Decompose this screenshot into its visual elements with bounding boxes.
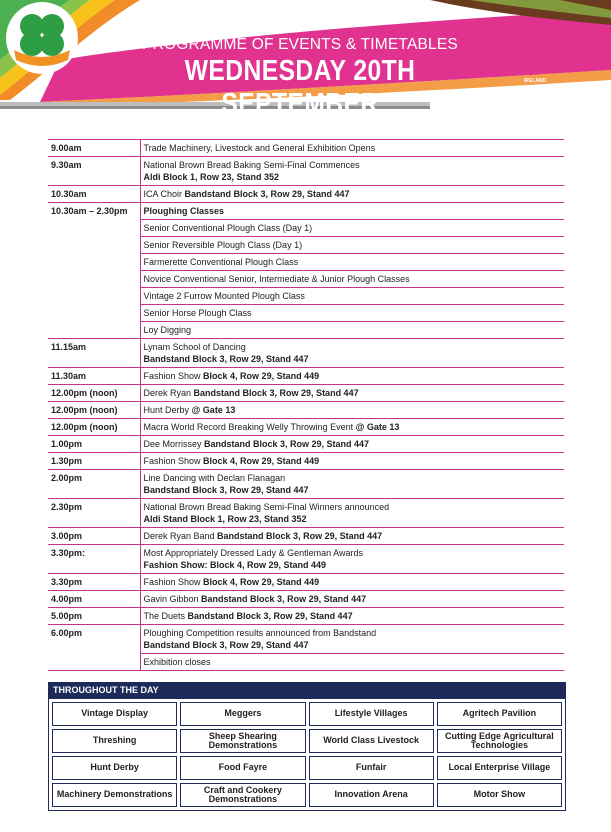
event-line: [144, 656, 562, 668]
schedule-row: [48, 419, 564, 436]
event-line: [144, 370, 562, 382]
throughout-item: Motor Show: [437, 783, 562, 807]
event-location: Bandstand Block 3, Row 29, Stand 447: [204, 439, 370, 449]
event-location: @ Gate 13: [191, 405, 236, 415]
event-text: National Brown Bread Baking Semi-Final Commences: [143, 160, 360, 170]
event-line: [144, 530, 562, 542]
schedule-event: [140, 625, 564, 654]
timetable-body: [48, 140, 564, 671]
event-location: Ploughing Classes: [143, 206, 225, 216]
timetable: [48, 139, 564, 671]
event-location: Fashion Show: Block 4, Row 29, Stand 449: [143, 560, 327, 570]
event-line: [144, 205, 562, 217]
schedule-time: 3.00pm: [48, 528, 140, 545]
schedule-row: [48, 608, 564, 625]
event-text: Most Appropriately Dressed Lady & Gentleman Awards: [143, 548, 363, 558]
event-text: Farmerette Conventional Plough Class: [143, 257, 299, 267]
schedule-time: 11.15am: [48, 339, 140, 368]
event-line: [144, 142, 562, 154]
throughout-item: Food Fayre: [180, 756, 305, 780]
schedule-event: [140, 271, 564, 288]
schedule-row: [48, 203, 564, 220]
schedule-event: [140, 305, 564, 322]
event-line: [144, 273, 562, 285]
schedule-row: [48, 385, 564, 402]
schedule-event: [140, 528, 564, 545]
schedule-event: [140, 545, 564, 574]
event-text: Loy Digging: [143, 325, 192, 335]
header-subtitle: PROGRAMME OF EVENTS & TIMETABLES: [142, 36, 458, 53]
header-title: WEDNESDAY 20TH SEPTEMBER: [184, 55, 416, 120]
event-text: National Brown Bread Baking Semi-Final Winners announced: [143, 502, 390, 512]
event-location: Block 4, Row 29, Stand 449: [203, 456, 320, 466]
schedule-row: [48, 591, 564, 608]
event-location: Bandstand Block 3, Row 29, Stand 447: [143, 640, 309, 650]
event-line: [144, 353, 562, 365]
schedule-event: [140, 385, 564, 402]
event-line: [144, 438, 562, 450]
schedule-time: 9.30am: [48, 157, 140, 186]
throughout-item: Agritech Pavilion: [437, 702, 562, 726]
event-location: Block 4, Row 29, Stand 449: [203, 371, 320, 381]
schedule-event: [140, 322, 564, 339]
schedule-event: [140, 419, 564, 436]
schedule-time: 2.30pm: [48, 499, 140, 528]
schedule-row: [48, 157, 564, 186]
event-line: [144, 188, 562, 200]
schedule-time: 12.00pm (noon): [48, 419, 140, 436]
event-text: Dee Morrissey: [143, 439, 205, 449]
throughout-item: Hunt Derby: [52, 756, 177, 780]
event-line: [144, 404, 562, 416]
event-text: Trade Machinery, Livestock and General Exhibition Opens: [143, 143, 376, 153]
event-line: [144, 627, 562, 639]
schedule-event: [140, 654, 564, 671]
event-text: Fashion Show: [143, 371, 204, 381]
schedule-event: [140, 499, 564, 528]
schedule-time: 3.30pm: [48, 574, 140, 591]
event-line: [144, 513, 562, 525]
event-location: Bandstand Block 3, Row 29, Stand 447: [193, 388, 359, 398]
event-text: Fashion Show: [143, 577, 204, 587]
event-line: [144, 501, 562, 513]
schedule-time: 1.00pm: [48, 436, 140, 453]
schedule-row: [48, 436, 564, 453]
schedule-event: [140, 470, 564, 499]
schedule-event: [140, 402, 564, 419]
schedule-row: [48, 470, 564, 499]
event-line: [144, 324, 562, 336]
schedule-event: [140, 203, 564, 220]
event-line: [144, 387, 562, 399]
schedule-event: [140, 140, 564, 157]
event-location: Bandstand Block 3, Row 29, Stand 447: [187, 611, 353, 621]
event-text: Fashion Show: [143, 456, 204, 466]
throughout-heading: THROUGHOUT THE DAY: [48, 682, 566, 699]
schedule-event: [140, 339, 564, 368]
schedule-event: [140, 254, 564, 271]
schedule-time: 6.00pm: [48, 625, 140, 671]
throughout-item: Innovation Arena: [309, 783, 434, 807]
schedule-event: [140, 608, 564, 625]
event-line: [144, 639, 562, 651]
schedule-row: [48, 453, 564, 470]
event-line: [144, 341, 562, 353]
event-text: Line Dancing with Declan Flanagan: [143, 473, 286, 483]
schedule-time: 12.00pm (noon): [48, 402, 140, 419]
throughout-item: Craft and Cookery Demonstrations: [180, 783, 305, 807]
event-line: [144, 576, 562, 588]
schedule-event: [140, 237, 564, 254]
event-text: Senior Horse Plough Class: [143, 308, 252, 318]
schedule-row: [48, 368, 564, 385]
event-line: [144, 159, 562, 171]
event-location: Aldi Stand Block 1, Row 23, Stand 352: [143, 514, 307, 524]
schedule-event: [140, 186, 564, 203]
event-line: [144, 239, 562, 251]
schedule-row: [48, 402, 564, 419]
schedule-event: [140, 453, 564, 470]
throughout-item: Lifestyle Villages: [309, 702, 434, 726]
event-line: [144, 593, 562, 605]
throughout-item: Local Enterprise Village: [437, 756, 562, 780]
header-banner: [0, 0, 611, 120]
schedule-event: [140, 368, 564, 385]
event-text: Lynam School of Dancing: [143, 342, 246, 352]
event-line: [144, 256, 562, 268]
event-line: [144, 472, 562, 484]
schedule-event: [140, 591, 564, 608]
throughout-item: Vintage Display: [52, 702, 177, 726]
event-line: [144, 421, 562, 433]
throughout-item: Threshing: [52, 729, 177, 753]
event-text: Senior Conventional Plough Class (Day 1): [143, 223, 313, 233]
schedule-time: 11.30am: [48, 368, 140, 385]
event-location: Aldi Block 1, Row 23, Stand 352: [143, 172, 280, 182]
schedule-event: [140, 436, 564, 453]
event-location: Bandstand Block 3, Row 29, Stand 447: [201, 594, 367, 604]
event-line: [144, 290, 562, 302]
event-line: [144, 559, 562, 571]
schedule-time: 12.00pm (noon): [48, 385, 140, 402]
event-location: Bandstand Block 3, Row 29, Stand 447: [217, 531, 383, 541]
event-text: Hunt Derby: [143, 405, 192, 415]
schedule-time: 9.00am: [48, 140, 140, 157]
event-location: @ Gate 13: [355, 422, 400, 432]
event-line: [144, 455, 562, 467]
event-text: Derek Ryan: [143, 388, 194, 398]
event-text: Vintage 2 Furrow Mounted Plough Class: [143, 291, 305, 301]
schedule-time: 3.30pm:: [48, 545, 140, 574]
throughout-the-day-box: [48, 682, 566, 811]
event-text: Macra World Record Breaking Welly Throwing Event: [143, 422, 356, 432]
event-text: Novice Conventional Senior, Intermediate & Junior Plough Classes: [143, 274, 410, 284]
event-line: [144, 484, 562, 496]
logo-ireland-label: IRELAND: [523, 78, 547, 84]
schedule-row: [48, 499, 564, 528]
throughout-item: Sheep Shearing Demonstrations: [180, 729, 305, 753]
throughout-item: World Class Livestock: [309, 729, 434, 753]
schedule-time: 1.30pm: [48, 453, 140, 470]
event-text: Exhibition closes: [143, 657, 211, 667]
schedule-event: [140, 574, 564, 591]
event-text: Ploughing Competition results announced from Bandstand: [143, 628, 377, 638]
schedule-time: 2.00pm: [48, 470, 140, 499]
event-location: Bandstand Block 3, Row 29, Stand 447: [143, 485, 309, 495]
shamrock-logo-icon: [0, 0, 84, 76]
schedule-event: [140, 220, 564, 237]
throughout-grid: [48, 699, 566, 811]
schedule-row: [48, 625, 564, 654]
throughout-item: Funfair: [309, 756, 434, 780]
logo-association-label: NATIONAL PLOUGHING ASSOC: [509, 103, 561, 113]
schedule-row: [48, 339, 564, 368]
event-text: ICA Choir: [143, 189, 185, 199]
event-line: [144, 547, 562, 559]
throughout-item: Cutting Edge Agricultural Technologies: [437, 729, 562, 753]
schedule-row: [48, 574, 564, 591]
event-line: [144, 610, 562, 622]
event-line: [144, 222, 562, 234]
schedule-row: [48, 528, 564, 545]
event-location: Bandstand Block 3, Row 29, Stand 447: [143, 354, 309, 364]
schedule-time: 10.30am: [48, 186, 140, 203]
event-text: Senior Reversible Plough Class (Day 1): [143, 240, 303, 250]
throughout-item: Machinery Demonstrations: [52, 783, 177, 807]
schedule-event: [140, 157, 564, 186]
event-location: Bandstand Block 3, Row 29, Stand 447: [184, 189, 350, 199]
event-line: [144, 171, 562, 183]
schedule-row: [48, 545, 564, 574]
event-line: [144, 307, 562, 319]
schedule-event: [140, 288, 564, 305]
schedule-time: 5.00pm: [48, 608, 140, 625]
event-text: The Duets: [143, 611, 188, 621]
event-location: Block 4, Row 29, Stand 449: [203, 577, 320, 587]
event-text: Gavin Gibbon: [143, 594, 202, 604]
schedule-row: [48, 140, 564, 157]
schedule-time: 4.00pm: [48, 591, 140, 608]
event-text: Derek Ryan Band: [143, 531, 218, 541]
schedule-time: 10.30am – 2.30pm: [48, 203, 140, 339]
throughout-item: Meggers: [180, 702, 305, 726]
schedule-row: [48, 186, 564, 203]
